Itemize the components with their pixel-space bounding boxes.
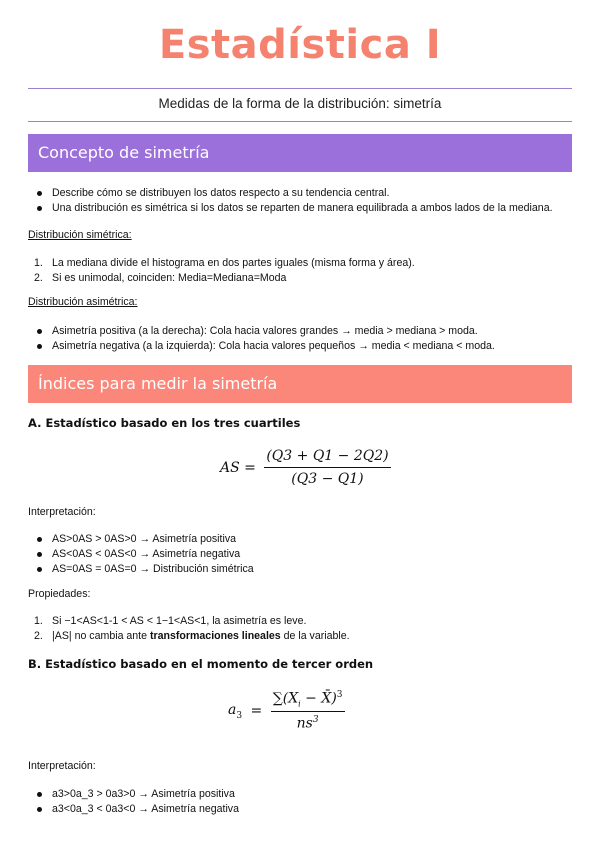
list-text-pre: |AS| no cambia ante (52, 630, 150, 642)
formula-lhs (228, 701, 243, 721)
props-list (28, 614, 572, 644)
formula-numerator: (Q3 + Q1 − 2Q2) (264, 448, 390, 468)
formula-numerator (271, 690, 345, 712)
formula-a3 (228, 690, 345, 732)
list-number: 2. (34, 630, 43, 642)
list-item: Asimetría positiva (a la derecha): Cola hacia valores grandes → media > mediana > moda. (28, 324, 572, 339)
formula-as (220, 448, 391, 487)
formula-num-exp: 3 (336, 690, 343, 700)
formula-denominator (271, 712, 345, 732)
top-rule (28, 88, 572, 89)
symmetric-label: Distribución simétrica: (28, 229, 132, 241)
list-text: Si −1<AS<1-1 < AS < 1−1<AS<1, la asimetría es leve. (52, 615, 307, 627)
formula-den-exp: 3 (312, 715, 319, 726)
list-item (28, 256, 572, 271)
list-item: Asimetría negativa (a la izquierda): Cola hacia valores pequeños → media < mediana < moda. (28, 339, 572, 354)
list-item (28, 271, 572, 286)
formula-num-sub: i (298, 699, 301, 709)
subsection-a (28, 416, 572, 430)
list-item: a3<0a_3 < 0a3<0 → Asimetría negativa (28, 802, 572, 817)
list-item: Describe cómo se distribuyen los datos respecto a su tendencia central. (28, 186, 572, 201)
list-text-post: de la variable. (280, 630, 350, 642)
interp-b-label-block (28, 760, 572, 772)
formula-fraction (264, 448, 390, 487)
symmetric-list (28, 256, 572, 286)
list-item: a3>0a_3 > 0a3>0 → Asimetría positiva (28, 787, 572, 802)
list-item: Una distribución es simétrica si los datos se reparten de manera equilibrada a ambos lados de la mediana. (28, 201, 572, 216)
list-item: AS<0AS < 0AS<0 → Asimetría negativa (28, 547, 572, 562)
list-item: AS=0AS = 0AS=0 → Distribución simétrica (28, 562, 572, 577)
props-label-block (28, 588, 572, 600)
list-text: Si es unimodal, coinciden: Media=Mediana=Moda (52, 272, 287, 284)
list-item (28, 629, 572, 644)
page-title: Estadística I (158, 22, 442, 68)
interp-b-list (28, 787, 572, 817)
formula-denominator: (Q3 − Q1) (291, 471, 364, 487)
subsection-b (28, 657, 572, 671)
subtitle-rule (28, 121, 572, 122)
asymmetric-label: Distribución asimétrica: (28, 296, 138, 308)
list-number: 1. (34, 257, 43, 269)
asymmetric-list (28, 324, 572, 354)
formula-lhs-sub: 3 (236, 710, 243, 721)
concept-bullets (28, 186, 572, 216)
list-text-bold: transformaciones lineales (149, 630, 281, 642)
subsection-a-heading: A. Estadístico basado en los tres cuartiles (28, 416, 301, 430)
formula-sum: ∑ (272, 690, 283, 707)
props-label: Propiedades: (28, 588, 91, 600)
symmetric-label-block (28, 229, 572, 241)
formula-equals: = (250, 703, 263, 720)
formula-num-body: (X (282, 690, 299, 707)
list-number: 2. (34, 272, 43, 284)
formula-lhs-base: a (228, 701, 237, 718)
interp-a-label-block (28, 506, 572, 518)
section-heading-indices: Índices para medir la simetría (28, 365, 572, 403)
interp-a-list (28, 532, 572, 577)
list-item: AS>0AS > 0AS>0 → Asimetría positiva (28, 532, 572, 547)
interp-a-label: Interpretación: (28, 506, 96, 518)
subsection-b-heading: B. Estadístico basado en el momento de tercer orden (28, 657, 374, 671)
formula-den-body: ns (296, 716, 313, 733)
list-text: La mediana divide el histograma en dos partes iguales (misma forma y área). (52, 257, 415, 269)
page-subtitle: Medidas de la forma de la distribución: simetría (158, 96, 442, 111)
list-number: 1. (34, 615, 43, 627)
formula-num-mid: − X̄) (300, 690, 337, 707)
interp-b-label: Interpretación: (28, 760, 96, 772)
formula-fraction (271, 690, 345, 732)
section-heading-simetria: Concepto de simetría (28, 134, 572, 172)
asymmetric-label-block (28, 296, 572, 308)
list-item (28, 614, 572, 629)
formula-lhs: AS = (220, 459, 256, 476)
